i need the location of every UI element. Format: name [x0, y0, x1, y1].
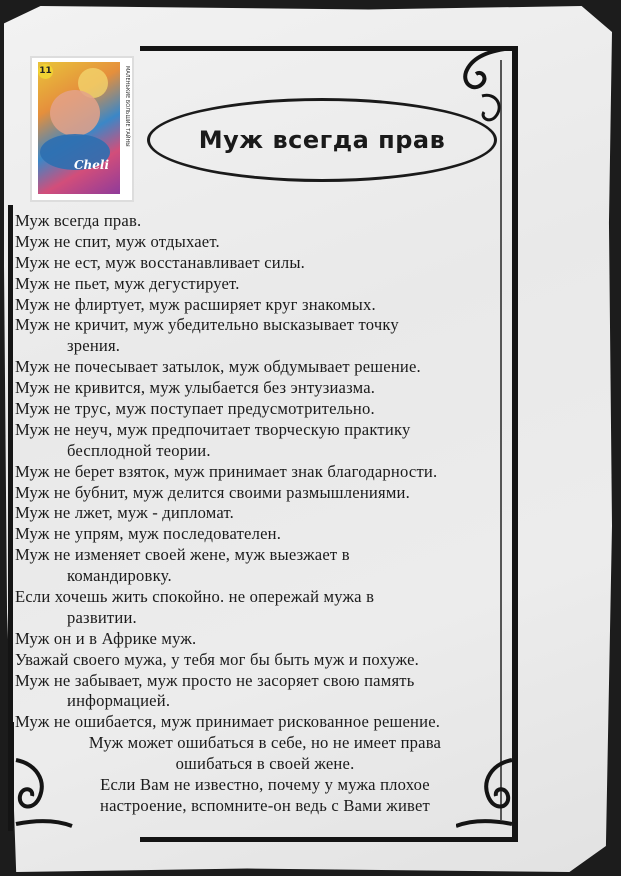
text-line: Муж не кричит, муж убедительно высказывает точку: [15, 315, 399, 335]
text-line: Муж не флиртует, муж расширяет круг знакомых.: [15, 294, 376, 314]
text-line: Муж не неуч, муж предпочитает творческую практику: [15, 419, 411, 439]
page-title: Муж всегда прав: [198, 126, 446, 154]
text-line: Муж может ошибаться в себе, но не имеет права: [88, 733, 442, 753]
card-number-badge: 11: [38, 64, 53, 79]
text-line: Муж не бубнит, муж делится своими размышлениями.: [15, 482, 410, 502]
text-line: Муж не трус, муж поступает предусмотрительно.: [15, 399, 375, 419]
text-line: Муж он и в Африке муж.: [15, 628, 197, 648]
card-artwork: [38, 62, 120, 194]
text-line: бесплодной теории.: [67, 440, 211, 460]
text-line: Если Вам не известно, почему у мужа плохое: [100, 775, 430, 795]
text-line: Муж не спит, муж отдыхает.: [15, 231, 220, 251]
text-line: Муж не берет взяток, муж принимает знак благодарности.: [15, 461, 438, 481]
text-line: Если хочешь жить спокойно. не опережай мужа в: [15, 587, 375, 607]
text-line: зрения.: [67, 336, 121, 356]
text-line: развитии.: [67, 607, 137, 627]
text-line: информацией.: [67, 691, 171, 711]
text-line: Муж не пьет, муж дегустирует.: [15, 273, 240, 293]
text-line: Муж не кривится, муж улыбается без энтузиазма.: [15, 378, 376, 398]
text-line: Муж не ест, муж восстанавливает силы.: [15, 252, 306, 272]
text-line: Муж не лжет, муж - дипломат.: [15, 503, 235, 523]
body-text: [15, 211, 535, 817]
text-line: ошибаться в своей жене.: [175, 754, 355, 774]
card-side-text: МАЛЕНЬКИЕ БОЛЬШИЕ ТАЙНЫ: [124, 66, 130, 147]
text-line: Муж не ошибается, муж принимает рискованное решение.: [15, 712, 441, 732]
text-line: Муж не изменяет своей жене, муж выезжает в: [15, 545, 350, 565]
text-line: командировку.: [67, 566, 172, 586]
text-line: Муж всегда прав.: [15, 211, 142, 230]
text-line: Муж не почесывает затылок, муж обдумывает решение.: [15, 357, 421, 377]
card-signature: Cheli: [74, 158, 110, 172]
title-oval: [147, 98, 497, 182]
text-line: Муж не забывает, муж просто не засоряет свою память: [15, 670, 415, 690]
text-line: Муж не упрям, муж последователен.: [15, 524, 282, 544]
text-line: настроение, вспомните-он ведь с Вами живет: [100, 795, 430, 815]
card-image: [30, 56, 134, 202]
text-line: Уважай своего мужа, у тебя мог бы быть муж и похуже.: [15, 649, 420, 669]
